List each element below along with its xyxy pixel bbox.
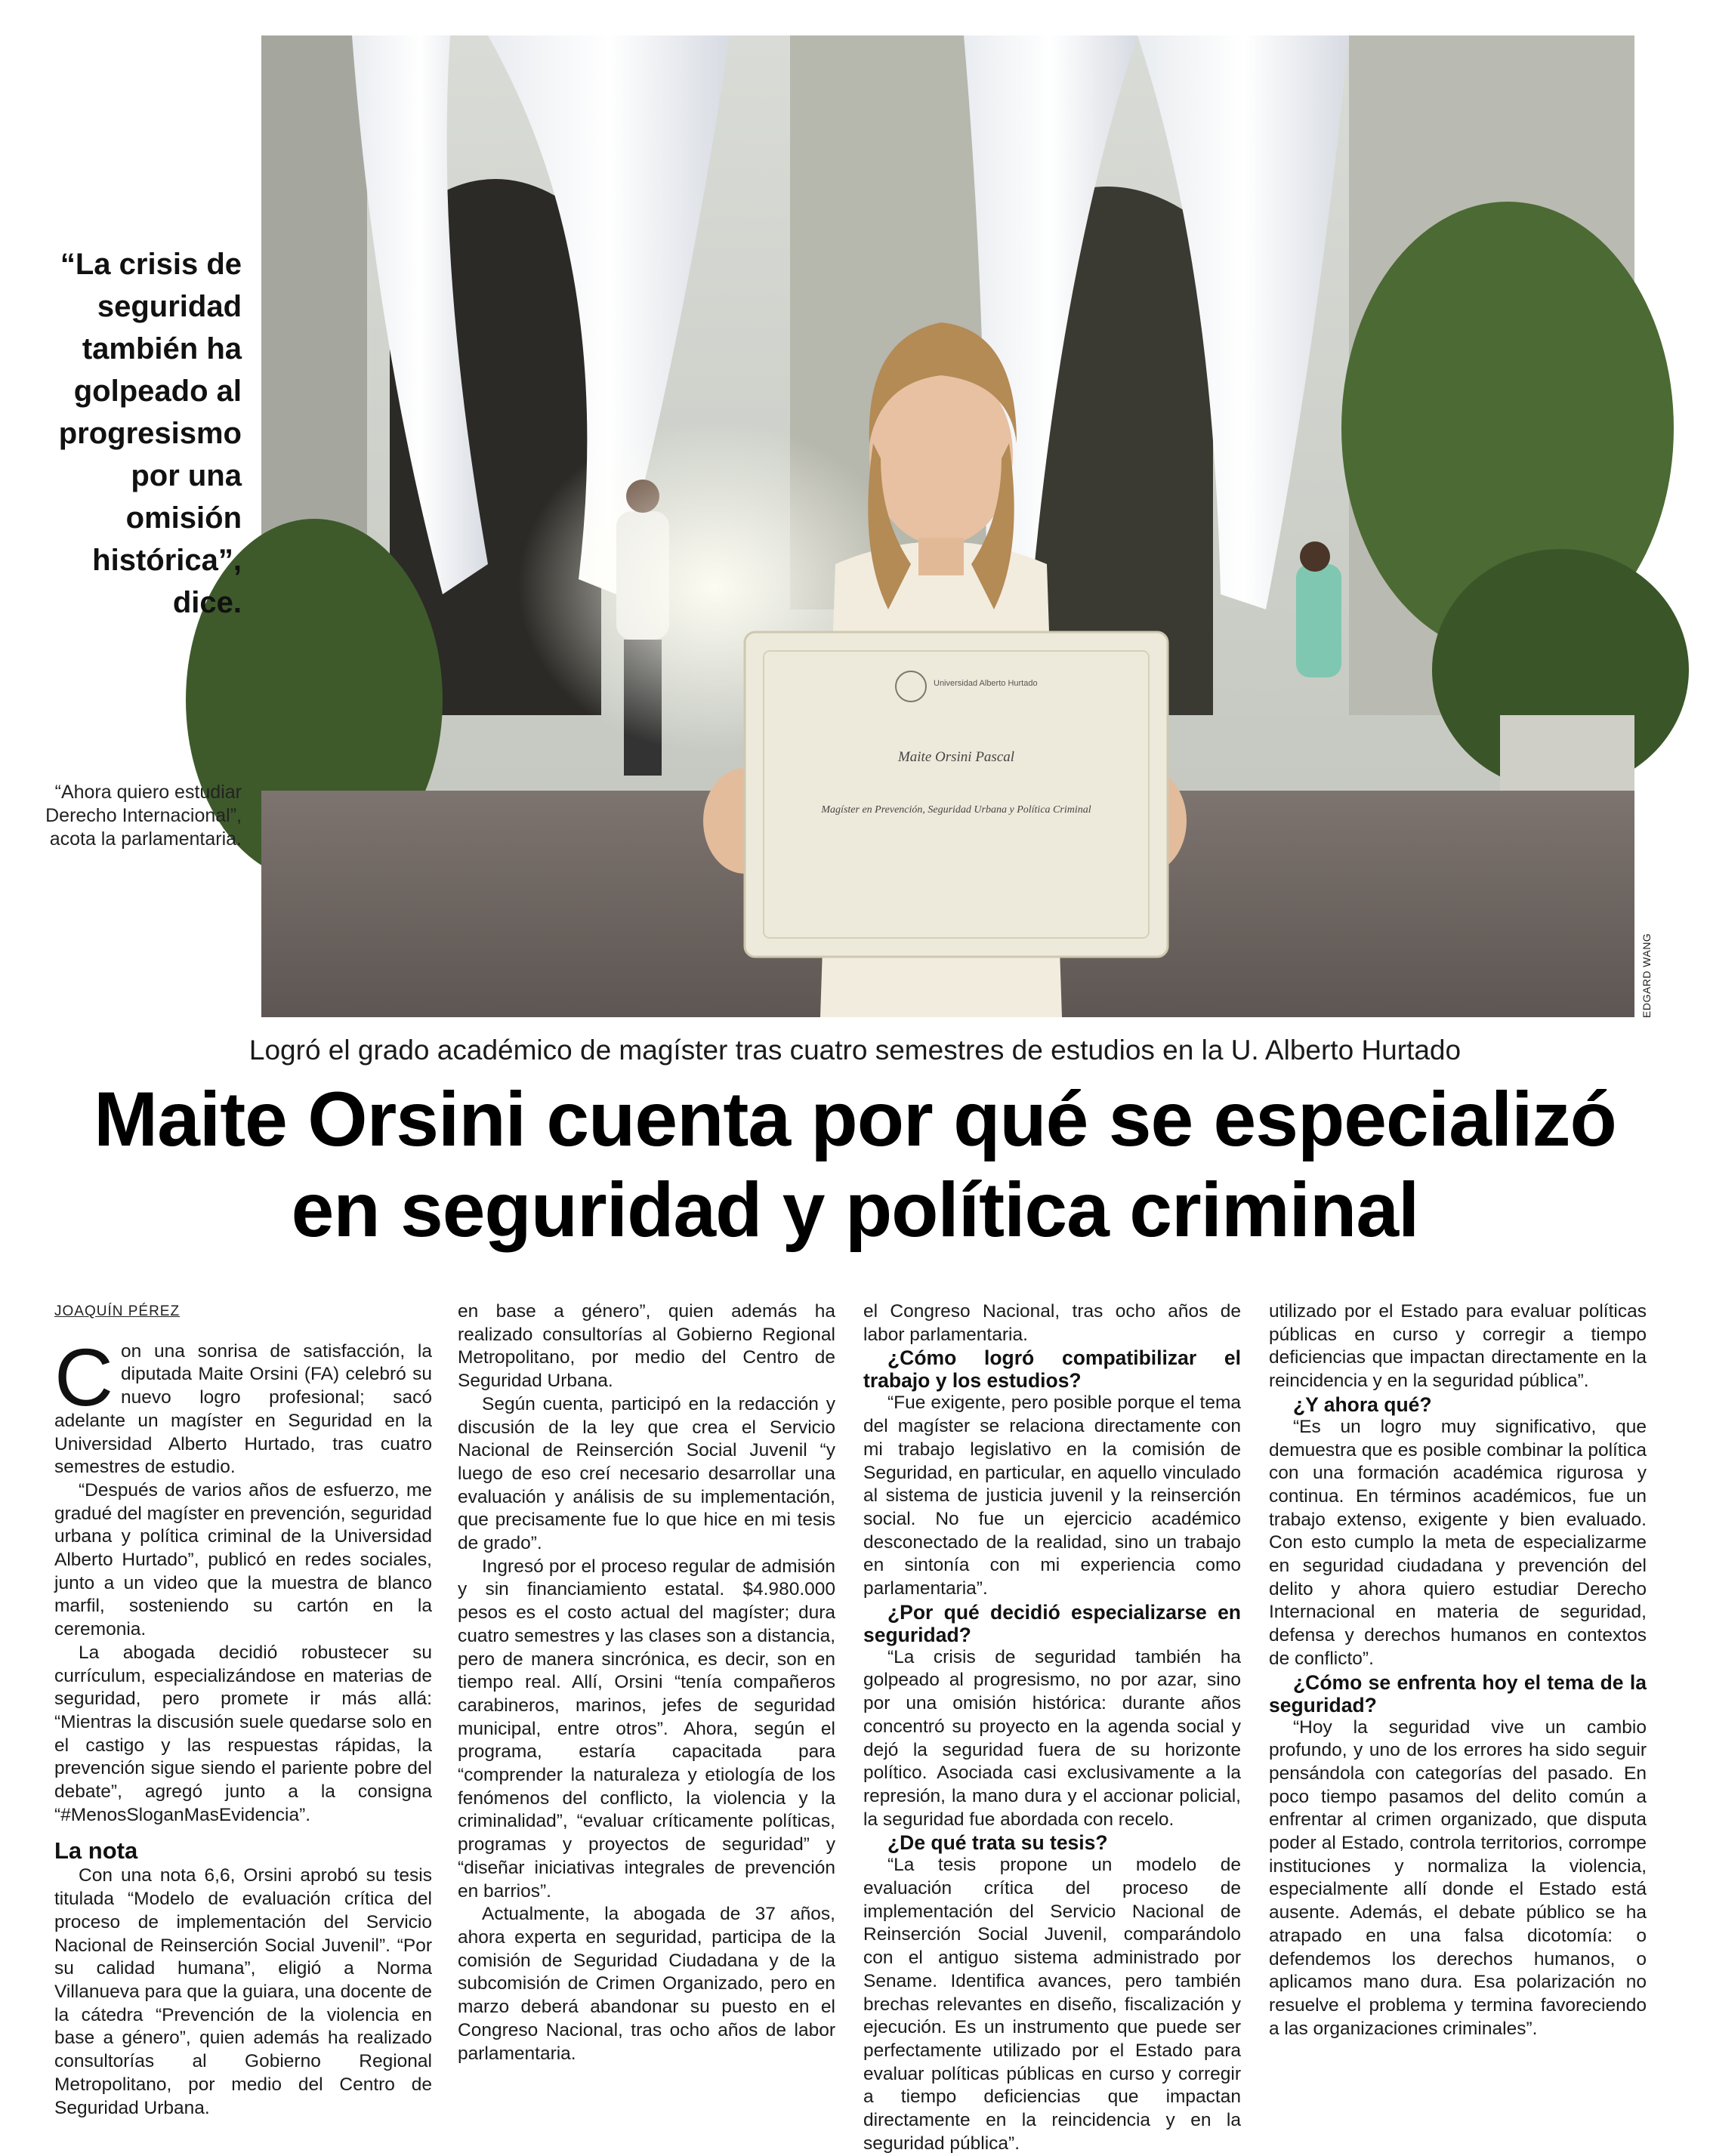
question-heading: ¿Cómo se enfrenta hoy el tema de la seguridad? <box>1269 1670 1647 1716</box>
diploma-degree: Magíster en Prevención, Seguridad Urbana y Política Criminal <box>821 804 1091 816</box>
photo-caption-quote: “Ahora quiero estudiar Derecho Internacional”, acota la parlamentaria. <box>45 782 242 850</box>
diploma-university: Universidad Alberto Hurtado <box>934 679 1038 688</box>
drop-cap: C <box>54 1331 113 1423</box>
diploma-name: Maite Orsini Pascal <box>897 749 1015 765</box>
article-paragraph <box>54 1331 432 1479</box>
answer-paragraph: “Hoy la seguridad vive un cambio profundo, y uno de los errores ha sido seguir pensándola con categorías del pasado. En poco tiempo pasamos del delito común a enfrentar al crimen organizado, que disputa poder al Estado, controla territorios, corrompe instituciones y normaliza la violencia, especialmente allí donde el Estado está ausente. Además, el debate público se ha atrapado en una falsa dicotomía: o defendemos los derechos humanos, o aplicamos mano dura. Esa polarización no resuelve el problema y termina favoreciendo a las organizaciones criminales”. <box>1269 1716 1647 2039</box>
answer-paragraph: “Fue exigente, pero posible porque el tema del magíster se relaciona directamente con mi trabajo legislativo en la comisión de Seguridad, en particular, en aquello vinculado al sistema de justicia juvenil y la reinserción social. No fue un ejercicio académico desconectado de la realidad, sino un trabajo en sintonía con mi experiencia como parlamentaria”. <box>863 1393 1241 1599</box>
subhead-la-nota: La nota <box>54 1837 138 1865</box>
question-heading: ¿Por qué decidió especializarse en seguridad? <box>863 1600 1241 1646</box>
article-paragraph: Actualmente, la abogada de 37 años, ahora experta en seguridad, participa de la comisión de Seguridad Ciudadana y de la subcomisión de Crimen Organizado, pero en marzo deberá abandonar su puesto en el Congreso Nacional, tras ocho años de labor parlamentaria. <box>458 1904 835 2064</box>
article-paragraph: Ingresó por el proceso regular de admisión y sin financiamiento estatal. $4.980.000 pesos es el costo actual del magíster; dura cuatro semestres y las clases son a distancia, pero de manera sincrónica, es decir, son en tiempo real. Allí, Orsini “tenía compañeros carabineros, marinos, jefes de seguridad municipal, entre otros”. Ahora, según el programa, estaría capacitada para “comprender la naturaleza y etiología de los fenómenos del conflicto, la violencia y la criminalidad”, “evaluar críticamente políticas, programas y proyectos de seguridad” y “diseñar iniciativas integrales de prevención en barrios”. <box>458 1556 835 1902</box>
question-heading: ¿De qué trata su tesis? <box>887 1831 1108 1855</box>
article-column-1 <box>54 1300 432 2118</box>
question-heading: ¿Y ahora qué? <box>1293 1393 1432 1416</box>
answer-paragraph: “La tesis propone un modelo de evaluación crítica del proceso de implementación del Servicio Nacional de Reinserción Social Juvenil, comparándolo con el antiguo sistema administrado por Sename. Identifica avances, pero también brechas relevantes en diseño, fiscalización y ejecución. Es un instrumento que puede ser perfectamente utilizado por el Estado para evaluar políticas públicas en curso y corregir a tiempo deficiencias que impactan directamente en la reincidencia y en la seguridad pública”. <box>863 1855 1241 2154</box>
byline: JOAQUÍN PÉREZ <box>54 1303 181 1319</box>
article-column-4 <box>1269 1300 1647 2040</box>
kicker: Logró el grado académico de magíster tras cuatro semestres de estudios en la U. Alberto Hurtado <box>248 1035 1462 1066</box>
photo-credit <box>1637 921 1659 1019</box>
headline-line-1: Maite Orsini cuenta por qué se especializó <box>94 1076 1616 1162</box>
answer-paragraph-continued: utilizado por el Estado para evaluar políticas públicas en curso y corregir a tiempo deficiencias que impactan directamente en la reincidencia y en la seguridad pública”. <box>1269 1301 1647 1392</box>
answer-paragraph: “Es un logro muy significativo, que demuestra que es posible combinar la política con una formación académica rigurosa y continua. En términos académicos, fue un trabajo extenso, exigente y bien evaluado. Con esto cumplo la meta de especializarme en seguridad ciudadana y prevención del delito y ahora quiero estudiar Derecho Internacional en materia de seguridad, defensa y derechos humanos en contextos de conflicto”. <box>1269 1416 1647 1669</box>
article-paragraph: Con una nota 6,6, Orsini aprobó su tesis titulada “Modelo de evaluación crítica del proceso de implementación del Servicio Nacional de Reinserción Social Juvenil”. “Por su calidad humana”, eligió a Norma Villanueva para que la guiara, una docente de la cátedra “Prevención de la violencia en base a género”, quien además ha realizado consultorías al Gobierno Regional Metropolitano, por medio del Centro de Seguridad Urbana. <box>54 1865 432 2118</box>
paragraph-text: on una sonrisa de satisfacción, la diputada Maite Orsini (FA) celebró su nuevo logro profesional; sacó adelante un magíster en Seguridad en la Universidad Alberto Hurtado, tras cuatro semestres de estudio. <box>54 1340 432 1478</box>
article-photo <box>261 35 1634 1017</box>
graduation-photo <box>261 35 1634 1017</box>
article-paragraph: “Después de varios años de esfuerzo, me gradué del magíster en prevención, seguridad urbana y política criminal de la Universidad Alberto Hurtado”, publicó en redes sociales, junto a un video que la muestra de blanco marfil, sosteniendo su cartón en la ceremonia. <box>54 1479 432 1640</box>
question-heading: ¿Cómo logró compatibilizar el trabajo y los estudios? <box>863 1346 1241 1393</box>
headline-line-2: en seguridad y política criminal <box>291 1167 1419 1253</box>
answer-paragraph: “La crisis de seguridad también ha golpeado al progresismo, no por azar, sino por una omisión histórica: durante años concentró su proyecto en la agenda social y dejó la seguridad fuera de su horizonte político. Asociada casi exclusivamente a la represión, la mano dura y el accionar policial, la seguridad fue abordada con recelo. <box>863 1646 1241 1830</box>
article-column-2 <box>458 1300 835 2064</box>
headline <box>15 1074 1695 1255</box>
pull-quote: “La crisis de seguridad también ha golpeado al progresismo por una omisión histórica”, dice. <box>58 248 242 619</box>
article-paragraph: La abogada decidió robustecer su currículum, especializándose en materias de seguridad, pero promete ir más allá: “Mientras la discusión suele quedarse solo en el castigo y las respuestas rápidas, la prevención sigue siendo el pariente pobre del debate”, agregó junto a la consigna “#MenosSloganMasEvidencia”. <box>54 1642 432 1825</box>
article-paragraph-continued: en base a género”, quien además ha realizado consultorías al Gobierno Regional Metropolitano, por medio del Centro de Seguridad Urbana. <box>458 1301 835 1392</box>
photo-credit-text: EDGARD WANG <box>1641 933 1653 1018</box>
article-paragraph: Según cuenta, participó en la redacción y discusión de la ley que crea el Servicio Nacional de Reinserción Social Juvenil “y luego de eso creí necesario desarrollar una evaluación y análisis de su implementación, que precisamente fue lo que hice en mi tesis de grado”. <box>458 1393 835 1554</box>
article-column-3 <box>863 1300 1241 2154</box>
article-paragraph-continued: el Congreso Nacional, tras ocho años de labor parlamentaria. <box>863 1301 1241 1345</box>
